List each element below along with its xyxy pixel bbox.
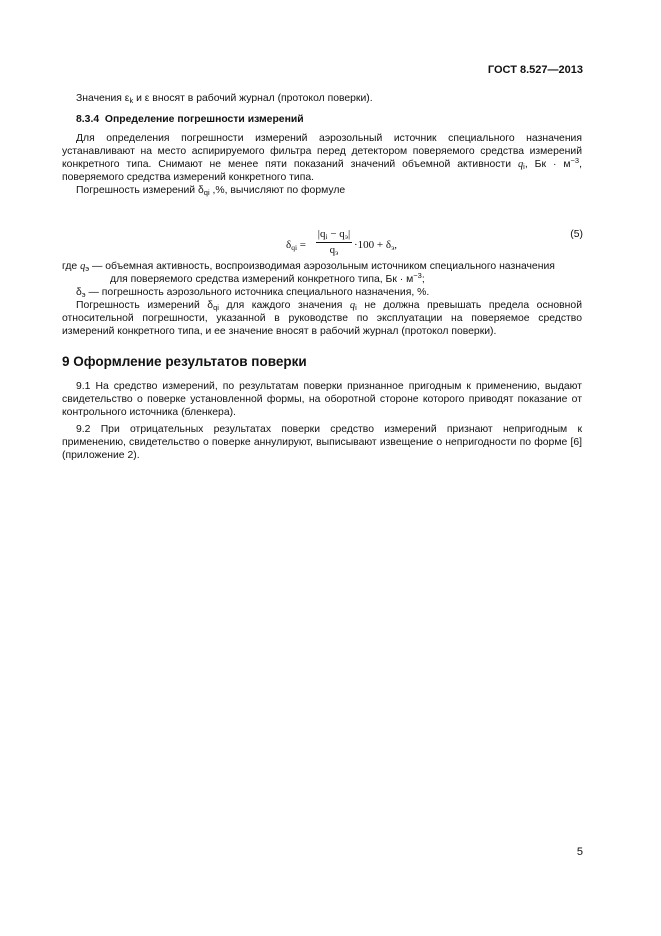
- where-line-3: $\delta_э$ — погрешность аэрозольного источника специального назначения, %.: [76, 287, 430, 299]
- formula-denominator: $q_э$: [329, 244, 339, 257]
- paragraph-calc: Погрешность измерений $\delta_{qi}$ ,%, вычисляют по формуле: [76, 185, 346, 197]
- paragraph-values: Значения $\varepsilon_k$ и ε вносят в рабочий журнал (протокол поверки).: [76, 93, 373, 105]
- formula-numerator: $|q_i - q_э|$: [317, 228, 351, 241]
- where-line-2: для поверяемого средства измерений конкретного типа, Бк · $м^{-3}$;: [110, 271, 425, 285]
- paragraph-limit: Погрешность измерений $\delta_{qi}$ для каждого значения $q_i$ не должна превышать предела основной относительной погрешности, указанной в руководстве по эксплуатации на поверяемое средство измерений конкретного типа, и ее значение вносят в рабочий журнал (протокол поверки).: [62, 300, 582, 337]
- subsection-heading: 8.3.4 Определение погрешности измерений: [76, 114, 304, 125]
- where-line-1: где $q_э$ — объемная активность, воспроизводимая аэрозольным источником специального назначения: [62, 261, 555, 273]
- formula-lhs: $\delta_{qi}$ =: [286, 239, 306, 252]
- paragraph-9-2: 9.2 При отрицательных результатах поверки средство измерений признают непригодным к применению, свидетельство о поверке аннулируют, выписывают извещение о непригодности по форме [6] (приложение 2).: [62, 424, 582, 461]
- page-number: 5: [576, 846, 583, 858]
- formula-number: (5): [570, 229, 583, 240]
- paragraph-9-1: 9.1 На средство измерений, по результатам поверки признанное пригодным к применению, выдают свидетельство о поверке установленной формы, на оборотной стороне которого приводят показание от контрольного источника (бленкера).: [62, 381, 582, 418]
- standard-code-header: ГОСТ 8.527—2013: [487, 64, 583, 76]
- formula-rhs: $\cdot 100 + \delta_э$,: [354, 239, 398, 252]
- paragraph-method: Для определения погрешности измерений аэрозольный источник специального назначения устанавливают на место аспирируемого фильтра перед детектором поверяемого средства измерений конкретного типа. Снимают не менее пяти показаний значений объемной активности $q_i$, Бк · $м^{-3}$, поверяемого средства измерений конкретного типа.: [62, 133, 582, 183]
- section-9-title: 9 Оформление результатов поверки: [62, 354, 307, 369]
- formula-fraction: [316, 228, 352, 257]
